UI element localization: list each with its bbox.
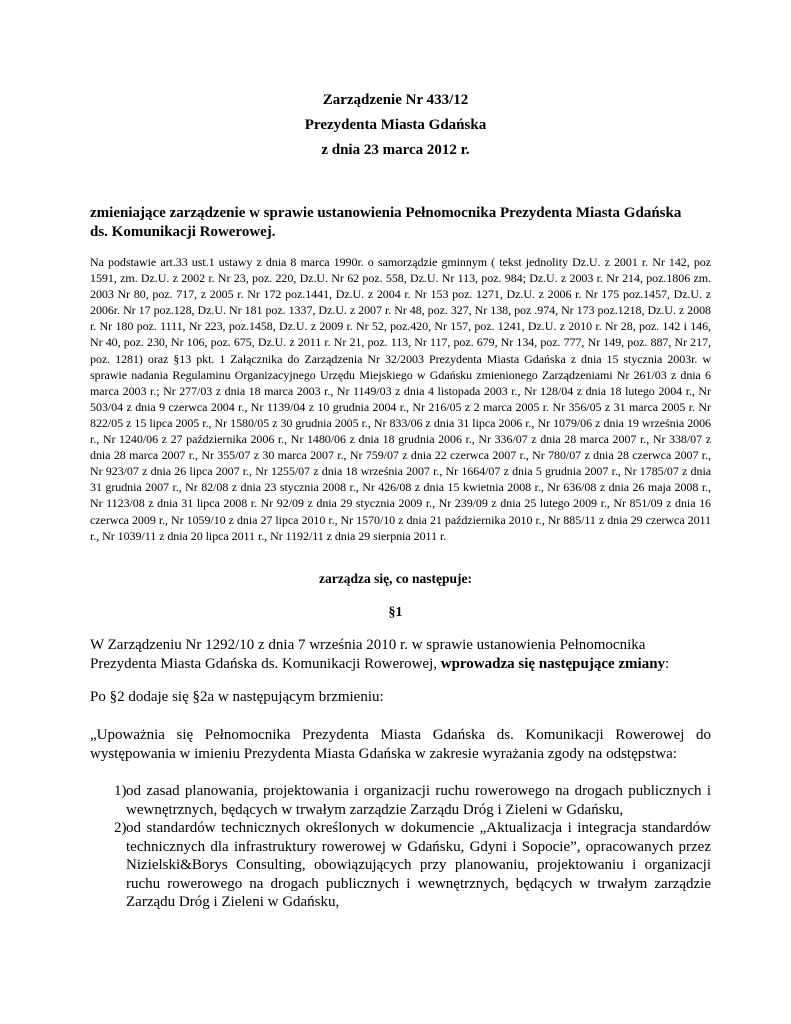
- list-item-number: 2): [114, 820, 127, 836]
- list-item-number: 1): [114, 783, 127, 799]
- list-item-text: od standardów technicznych określonych w dokumencie „Aktualizacja i integracja standardów technicznych dla infrastruktury rowerowej w Gdańsku, Gdyni i Sopocie”, opracowanych przez Nizielski&Borys Consulting, obowiązujących przy planowaniu, projektowaniu i organizacji ruchu rowerowego na drogach publicznych i wewnętrznych, będących w trwałym zarządzie Zarządu Dróg i Zieleni w Gdańsku,: [126, 820, 711, 910]
- list-item: [90, 819, 711, 912]
- exceptions-list: [90, 782, 711, 912]
- orders-heading: zarządza się, co następuje:: [319, 571, 472, 586]
- list-item-text: od zasad planowania, projektowania i organizacji ruchu rowerowego na drogach publicznych i wewnętrznych, będących w trwałym zarządzie Zarządu Dróg i Zieleni w Gdańsku,: [126, 783, 711, 818]
- document-subject: zmieniające zarządzenie w sprawie ustanowienia Pełnomocnika Prezydenta Miasta Gdańska ds. Komunikacji Rowerowej.: [90, 205, 682, 240]
- section-mark: §1: [388, 605, 403, 620]
- title-line-1: Zarządzenie Nr 433/12: [322, 92, 469, 108]
- document-title: [0, 88, 791, 163]
- quote-intro: „Upoważnia się Pełnomocnika Prezydenta Miasta Gdańska ds. Komunikacji Rowerowej do występowania w imieniu Prezydenta Miasta Gdańska w zakresie wyrażania zgody na odstępstwa:: [90, 727, 711, 762]
- paragraph-1-bold: wprowadza się następujące zmiany: [440, 656, 666, 672]
- paragraph-1-end: :: [665, 656, 670, 672]
- list-item: [90, 782, 711, 819]
- title-line-3: z dnia 23 marca 2012 r.: [321, 142, 470, 158]
- title-line-2: Prezydenta Miasta Gdańska: [304, 117, 487, 133]
- paragraph-1-text: W Zarządzeniu Nr 1292/10 z dnia 7 września 2010 r. w sprawie ustanowienia Pełnomocnika Prezydenta Miasta Gdańska ds. Komunikacji Rowerowej,: [90, 637, 646, 672]
- legal-basis-paragraph: Na podstawie art.33 ust.1 ustawy z dnia 8 marca 1990r. o samorządzie gminnym ( tekst jednolity Dz.U. z 2001 r. Nr 142, poz 1591, zm. Dz.U. z 2002 r. Nr 23, poz. 220, Dz.U. Nr 62 poz. 558, Dz.U. Nr 113, poz. 984; Dz.U. z 2003 r. Nr 214, poz.1806 zm. 2003 Nr 80, poz. 717, z 2005 r. Nr 172 poz.1441, Dz.U. z 2004 r. Nr 153 poz. 1271, Dz.U. z 2006 r. Nr 175 poz.1457, Dz.U. z 2006r. Nr 17 poz.128, Dz.U. Nr 181 poz. 1337, Dz.U. z 2007 r. Nr 48, poz. 327, Nr 138, poz .974, Nr 173 poz.1218, Dz.U. z 2008 r. Nr 180 poz. 1111, Nr 223, poz.1458, Dz.U. z 2009 r. Nr 52, poz.420, Nr 157, poz. 1241, Dz.U. z 2010 r. Nr 28, poz. 142 i 146, Nr 40, poz. 230, Nr 106, poz. 675, Dz.U. z 2011 r. Nr 21, poz. 113, Nr 117, poz. 679, Nr 134, poz. 777, Nr 149, poz. 887, Nr 217, poz. 1281) oraz §13 pkt. 1 Załącznika do Zarządzenia Nr 32/2003 Prezydenta Miasta Gdańska z dnia 15 stycznia 2003r. w sprawie nadania Regulaminu Organizacyjnego Urzędu Miejskiego w Gdańsku zmienionego Zarządzeniami Nr 261/03 z dnia 6 marca 2003 r.; Nr 277/03 z dnia 18 marca 2003 r., Nr 1149/03 z dnia 4 listopada 2003 r., Nr 128/04 z dnia 18 lutego 2004 r., Nr 503/04 z dnia 9 czerwca 2004 r., Nr 1139/04 z 10 grudnia 2004 r., Nr 216/05 z 2 marca 2005 r. Nr 356/05 z 31 marca 2005 r. Nr 822/05 z 15 lipca 2005 r., Nr 1580/05 z 30 grudnia 2005 r., Nr 833/06 z dnia 31 lipca 2006 r., Nr 1079/06 z dnia 19 września 2006 r., Nr 1240/06 z 27 października 2006 r., Nr 1480/06 z dnia 18 grudnia 2006 r., Nr 336/07 z dnia 28 marca 2007 r., Nr 338/07 z dnia 28 marca 2007 r., Nr 355/07 z 30 marca 2007 r., Nr 759/07 z dnia 22 czerwca 2007 r., Nr 780/07 z dnia 28 czerwca 2007 r., Nr 923/07 z dnia 26 lipca 2007 r., Nr 1255/07 z dnia 18 września 2007 r., Nr 1664/07 z dnia 5 grudnia 2007 r., Nr 1785/07 z dnia 31 grudnia 2007 r., Nr 82/08 z dnia 23 stycznia 2008 r., Nr 426/08 z dnia 15 kwietnia 2008 r., Nr 636/08 z dnia 26 maja 2008 r., Nr 1123/08 z dnia 31 lipca 2008 r. Nr 92/09 z dnia 29 stycznia 2009 r., Nr 239/09 z dnia 25 lutego 2009 r., Nr 851/09 z dnia 16 czerwca 2009 r., Nr 1059/10 z dnia 27 lipca 2010 r., Nr 1570/10 z dnia 21 października 2010 r., Nr 885/11 z dnia 29 czerwca 2011 r., Nr 1039/11 z dnia 20 lipca 2011 r., Nr 1192/11 z dnia 29 sierpnia 2011 r.: [90, 255, 711, 543]
- paragraph-1: [90, 636, 711, 674]
- paragraph-2: Po §2 dodaje się §2a w następującym brzmieniu:: [90, 689, 384, 705]
